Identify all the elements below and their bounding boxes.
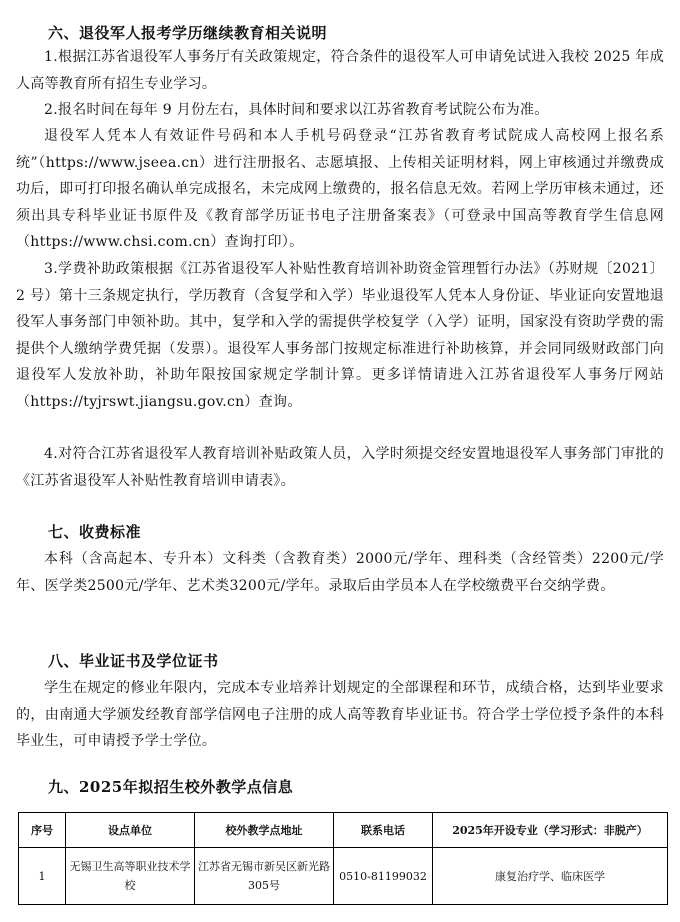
table-row <box>19 848 668 905</box>
section-6-title: 六、退役军人报考学历继续教育相关说明 <box>48 24 328 42</box>
cell-phone: 0510-81199032 <box>334 848 433 905</box>
section-7-para-1: 本科（含高起本、专升本）文科类（含教育类）2000元/学年、理科类（含经管类）2200元/学年、医学类2500元/学年、艺术类3200元/学年。录取后由学员本人在学校缴费平台交纳学费。 <box>16 551 664 594</box>
section-7-title: 七、收费标准 <box>48 523 142 541</box>
section-8-title: 八、毕业证书及学位证书 <box>48 652 219 670</box>
teaching-sites-table <box>18 812 668 905</box>
cell-index: 1 <box>19 848 66 905</box>
header-phone: 联系电话 <box>334 813 433 848</box>
header-unit: 设点单位 <box>66 813 195 848</box>
table-header-row <box>19 813 668 848</box>
header-address: 校外教学点地址 <box>195 813 334 848</box>
section-6-para-5: 4.对符合江苏省退役军人教育培训补贴政策人员，入学时须提交经安置地退役军人事务部门审批的《江苏省退役军人补贴性教育培训申请表》。 <box>16 446 664 489</box>
cell-unit: 无锡卫生高等职业技术学校 <box>66 848 195 905</box>
section-6-para-1: 1.根据江苏省退役军人事务厅有关政策规定，符合条件的退役军人可申请免试进入我校 2025 年成人高等教育所有招生专业学习。 <box>16 49 664 92</box>
section-6-para-3: 退役军人凭本人有效证件号码和本人手机号码登录“江苏省教育考试院成人高校网上报名系统”（https://www.jseea.cn）进行注册报名、志愿填报、上传相关证明材料，网上审核通过并缴费成功后，即可打印报名确认单完成报名，未完成网上缴费的，报名信息无效。若网上学历审核未通过，还须出具专科毕业证书原件及《教育部学历证书电子注册备案表》（可登录中国高等教育学生信息网（https://www.chsi.com.cn）查询打印）。 <box>16 128 664 250</box>
header-index: 序号 <box>19 813 66 848</box>
section-6-para-2: 2.报名时间在每年 9 月份左右，具体时间和要求以江苏省教育考试院公布为准。 <box>44 102 549 118</box>
cell-majors: 康复治疗学、临床医学 <box>433 848 668 905</box>
section-9-title: 九、2025年拟招生校外教学点信息 <box>48 778 294 796</box>
header-majors: 2025年开设专业（学习形式：非脱产） <box>433 813 668 848</box>
cell-address: 江苏省无锡市新吴区新光路305号 <box>195 848 334 905</box>
section-6-para-4: 3.学费补助政策根据《江苏省退役军人补贴性教育培训补助资金管理暂行办法》（苏财规〔2021〕2 号）第十三条规定执行，学历教育（含复学和入学）毕业退役军人凭本人身份证、毕业证向安置地退役军人事务部门申领补助。其中，复学和入学的需提供学校复学（入学）证明，国家没有资助学费的需提供个人缴纳学费凭据（发票）。退役军人事务部门按规定标准进行补助核算，并会同同级财政部门向退役军人发放补助，补助年限按国家规定学制计算。更多详情请进入江苏省退役军人事务厅网站（https://tyjrswt.jiangsu.gov.cn）查询。 <box>16 261 664 410</box>
section-8-para-1: 学生在规定的修业年限内，完成本专业培养计划规定的全部课程和环节，成绩合格，达到毕业要求的，由南通大学颁发经教育部学信网电子注册的成人高等教育毕业证书。符合学士学位授予条件的本科毕业生，可申请授予学士学位。 <box>16 680 664 749</box>
